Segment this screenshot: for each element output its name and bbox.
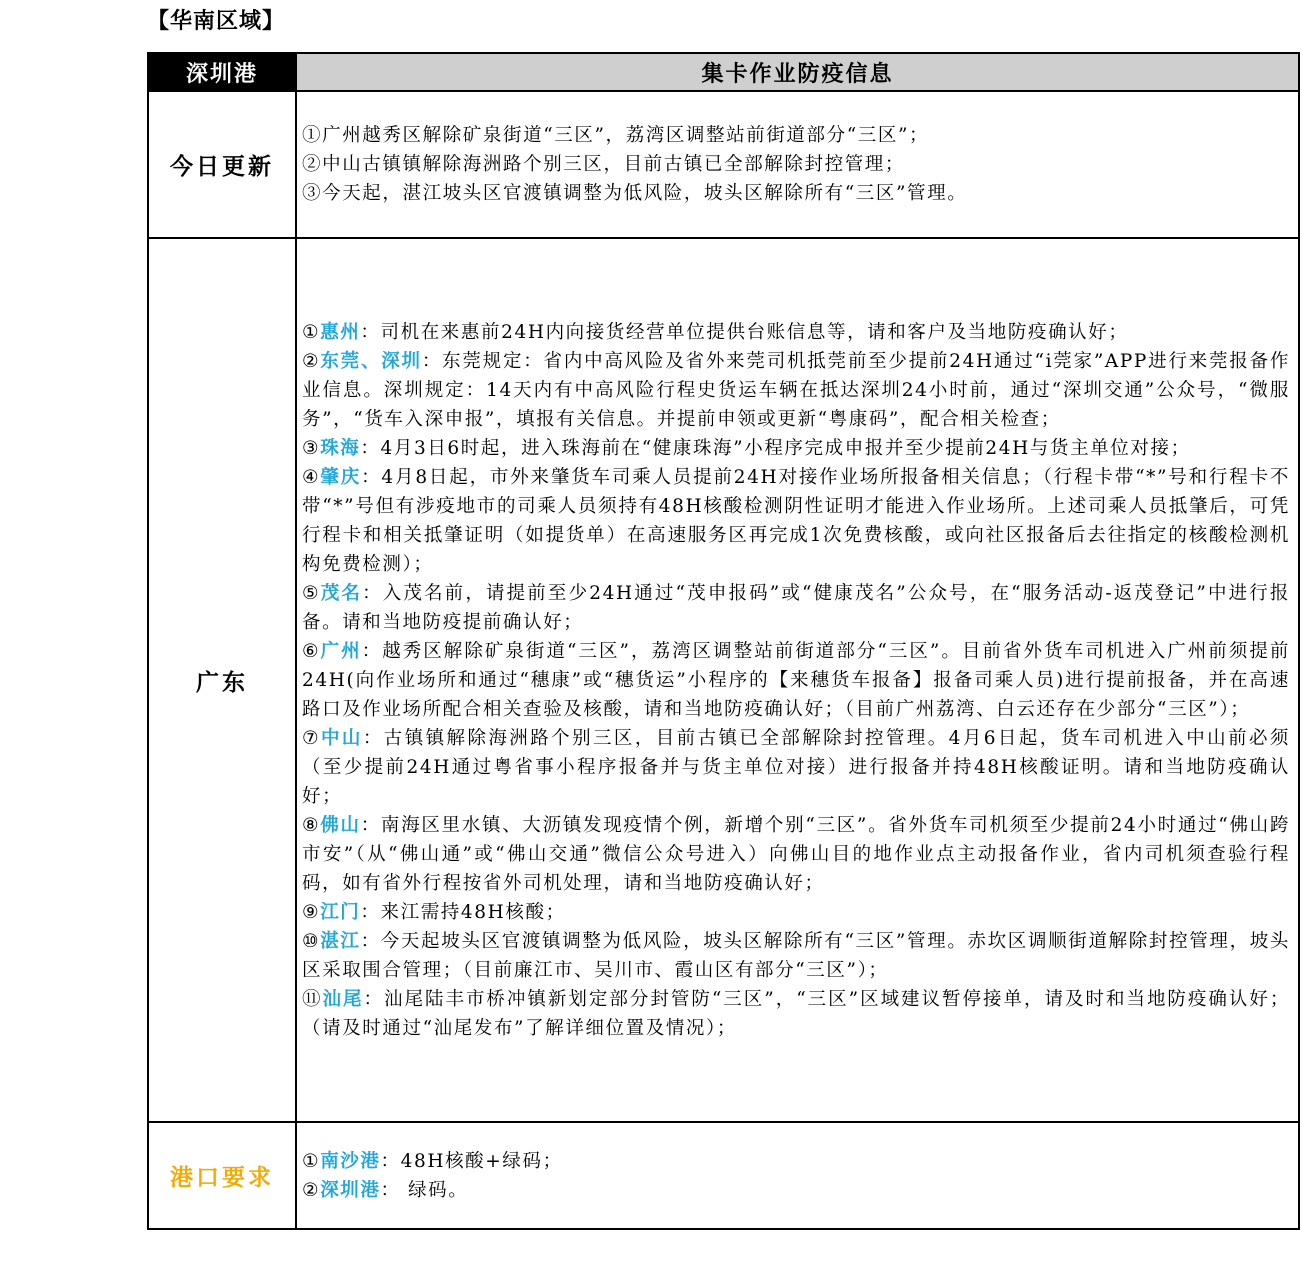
item-text: ：汕尾陆丰市桥冲镇新划定部分封管防“三区”，“三区”区域建议暂停接单，请及时和当地防疫确认好；（请及时通过“汕尾发布”了解详细位置及情况）； — [302, 988, 1290, 1039]
city-name: 东莞、深圳 — [320, 350, 422, 372]
city-name: 惠州 — [320, 321, 361, 343]
today-update-content — [296, 91, 1299, 238]
list-item — [302, 898, 1290, 927]
item-number: ⑤ — [302, 582, 321, 604]
city-name: 广州 — [320, 640, 362, 662]
guangdong-row — [148, 238, 1299, 1122]
item-text: ：今天起坡头区官渡镇调整为低风险，坡头区解除所有“三区”管理。赤坎区调顺街道解除封控管理，坡头区采取围合管理；（目前廉江市、吴川市、霞山区有部分“三区”）； — [302, 930, 1290, 981]
item-number: ① — [302, 1150, 321, 1172]
item-number: ⑩ — [302, 930, 321, 952]
list-item — [302, 318, 1290, 347]
city-name: 江门 — [320, 901, 361, 923]
epidemic-info-table — [147, 52, 1300, 1230]
city-name: 汕尾 — [322, 988, 364, 1010]
item-text: ：古镇镇解除海洲路个别三区，目前古镇已全部解除封控管理。4月6日起，货车司机进入中山前必须（至少提前24H通过粤省事小程序报备并与货主单位对接）进行报备并持48H核酸证明。请和当地防疫确认好； — [302, 727, 1291, 807]
list-item — [302, 724, 1290, 811]
guangdong-content — [296, 238, 1299, 1122]
city-name: 深圳港 — [320, 1179, 381, 1201]
item-number: ⑨ — [302, 901, 321, 923]
port-requirements-label: 港口要求 — [148, 1122, 296, 1229]
city-name: 茂名 — [320, 582, 363, 604]
item-text: ：来江需持48H核酸； — [360, 901, 566, 923]
city-name: 南沙港 — [320, 1150, 381, 1172]
item-text: ：入茂名前，请提前至少24H通过“茂申报码”或“健康茂名”公众号，在“服务活动-返茂登记”中进行报备。请和当地防疫提前确认好； — [302, 582, 1291, 633]
item-text: ：司机在来惠前24H内向接货经营单位提供台账信息等，请和客户及当地防疫确认好； — [360, 321, 1129, 343]
today-update-label: 今日更新 — [148, 91, 296, 238]
item-number: ⑧ — [302, 814, 321, 836]
today-item: ②中山古镇镇解除海洲路个别三区，目前古镇已全部解除封控管理； — [302, 154, 906, 175]
list-item — [302, 1176, 1290, 1205]
list-item — [302, 927, 1290, 985]
guangdong-label: 广东 — [148, 238, 296, 1122]
item-number: ⑦ — [302, 727, 322, 749]
region-title: 【华南区域】 — [147, 8, 286, 34]
list-item — [302, 347, 1290, 434]
item-number: ② — [302, 1179, 321, 1201]
item-text: ：48H核酸+绿码； — [380, 1150, 563, 1172]
port-requirements-row — [148, 1122, 1299, 1229]
item-number: ② — [302, 350, 321, 372]
header-row — [148, 53, 1299, 91]
item-number: ④ — [302, 466, 321, 488]
item-text: ：南海区里水镇、大沥镇发现疫情个例，新增个别“三区”。省外货车司机须至少提前24小时通过“佛山跨市安”（从“佛山通”或“佛山交通”微信公众号进入）向佛山目的地作业点主动报备作业，省内司机须查验行程码，如有省外行程按省外司机处理，请和当地防疫确认好； — [302, 814, 1290, 894]
list-item — [302, 637, 1290, 724]
item-text: ：4月8日起，市外来肇货车司乘人员提前24H对接作业场所报备相关信息；（行程卡带“*”号和行程卡不带“*”号但有涉疫地市的司乘人员须持有48H核酸检测阴性证明才能进入作业场所。上述司乘人员抵肇后，可凭行程卡和相关抵肇证明（如提货单）在高速服务区再完成1次免费核酸，或向社区报备后去往指定的核酸检测机构免费检测）； — [302, 466, 1290, 575]
today-item: ③今天起，湛江坡头区官渡镇调整为低风险，坡头区解除所有“三区”管理。 — [302, 183, 968, 204]
city-name: 佛山 — [320, 814, 361, 836]
item-text: ：越秀区解除矿泉街道“三区”，荔湾区调整站前街道部分“三区”。目前省外货车司机进入广州前须提前24H(向作业场所和通过“穗康”或“穗货运”小程序的【来穗货车报备】报备司乘人员)进行提前报备，并在高速路口及作业场所配合相关查验及核酸，请和当地防疫确认好；（目前广州荔湾、白云还存在少部分“三区”）； — [302, 640, 1290, 720]
item-number: ⑥ — [302, 640, 321, 662]
header-info-cell: 集卡作业防疫信息 — [296, 53, 1299, 91]
item-number: ⑪ — [302, 988, 323, 1010]
list-item — [302, 434, 1290, 463]
list-item — [302, 579, 1290, 637]
item-number: ① — [302, 321, 321, 343]
city-name: 中山 — [321, 727, 363, 749]
city-name: 湛江 — [320, 930, 361, 952]
item-number: ③ — [302, 437, 321, 459]
today-update-row — [148, 91, 1299, 238]
port-requirements-content — [296, 1122, 1299, 1229]
item-text: ：4月3日6时起，进入珠海前在“健康珠海”小程序完成申报并至少提前24H与货主单位对接； — [360, 437, 1191, 459]
city-name: 珠海 — [320, 437, 361, 459]
list-item — [302, 811, 1290, 898]
list-item — [302, 985, 1290, 1043]
item-text: ： 绿码。 — [380, 1179, 469, 1201]
today-item: ①广州越秀区解除矿泉街道“三区”，荔湾区调整站前街道部分“三区”； — [302, 125, 930, 146]
city-name: 肇庆 — [320, 466, 362, 488]
list-item — [302, 463, 1290, 579]
item-text: ：东莞规定：省内中高风险及省外来莞司机抵莞前至少提前24H通过“i莞家”APP进行来莞报备作业信息。深圳规定：14天内有中高风险行程史货运车辆在抵达深圳24小时前，通过“深圳交通”公众号，“微服务”，“货车入深申报”，填报有关信息。并提前申领或更新“粤康码”，配合相关检查； — [302, 350, 1290, 430]
header-port-cell: 深圳港 — [148, 53, 296, 91]
list-item — [302, 1147, 1290, 1176]
